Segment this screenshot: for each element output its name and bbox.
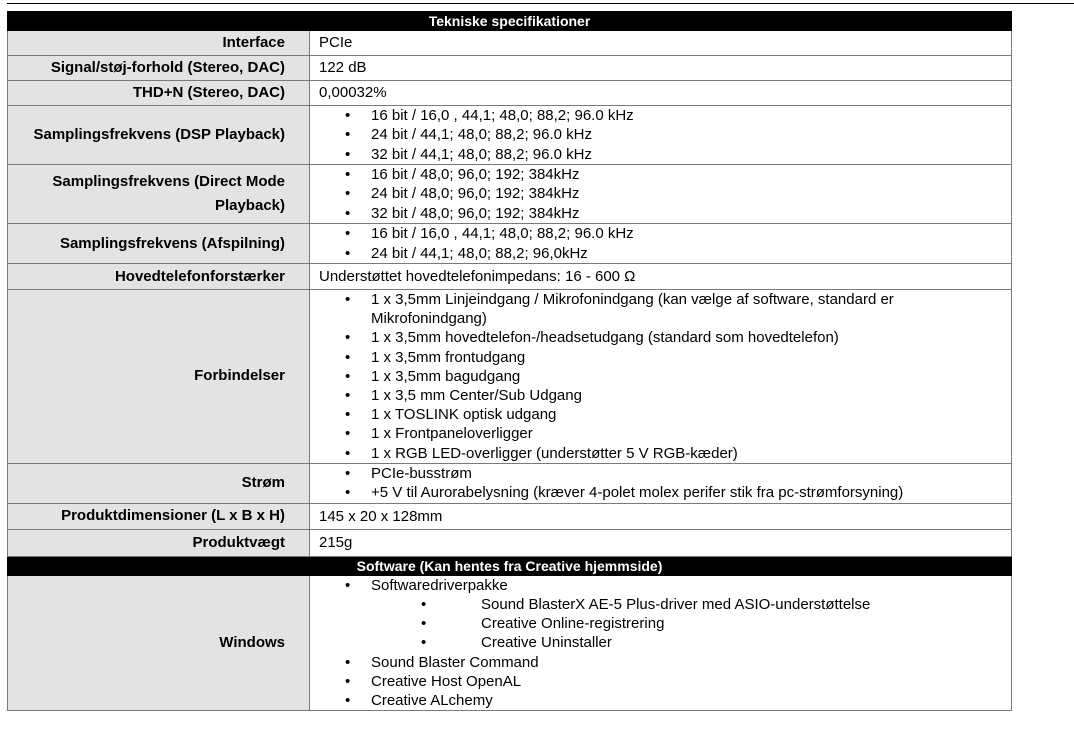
list-item: • 1 x 3,5 mm Center/Sub Udgang	[319, 386, 1011, 405]
bullet-list	[319, 106, 1011, 164]
spec-row-afspilning	[8, 224, 1012, 264]
spec-row-dimensions	[8, 503, 1012, 529]
spec-value	[310, 290, 1012, 464]
section-header-row	[8, 556, 1012, 575]
bullet-list	[319, 576, 1011, 710]
list-item: • +5 V til Aurorabelysning (kræver 4-polet molex perifer stik fra pc-strømforsyning)	[319, 483, 1011, 502]
list-item: • 1 x TOSLINK optisk udgang	[319, 405, 1011, 424]
spec-label: Forbindelser	[8, 290, 310, 464]
list-item: • PCIe-busstrøm	[319, 464, 1011, 483]
spec-label: Hovedtelefonforstærker	[8, 264, 310, 290]
spec-value: 122 dB	[310, 56, 1012, 81]
spec-row-weight	[8, 529, 1012, 556]
spec-label: Samplingsfrekvens (Afspilning)	[8, 224, 310, 264]
spec-value	[310, 575, 1012, 710]
spec-row-direct-mode	[8, 165, 1012, 224]
list-item: • 32 bit / 44,1; 48,0; 88,2; 96.0 kHz	[319, 145, 1011, 164]
spec-label: Produktvægt	[8, 529, 310, 556]
spec-row-windows	[8, 575, 1012, 710]
list-item: • 1 x 3,5mm bagudgang	[319, 367, 1011, 386]
spec-row-power	[8, 463, 1012, 503]
sub-list-item: • Creative Uninstaller	[319, 633, 1011, 652]
spec-table	[7, 11, 1012, 711]
spec-value	[310, 224, 1012, 264]
bullet-list	[319, 464, 1011, 502]
spec-label: Produktdimensioner (L x B x H)	[8, 503, 310, 529]
bullet-list	[319, 224, 1011, 262]
spec-label: Interface	[8, 31, 310, 56]
spec-label: Strøm	[8, 463, 310, 503]
list-item: • 1 x RGB LED-overligger (understøtter 5 V RGB-kæder)	[319, 444, 1011, 463]
spec-value: PCIe	[310, 31, 1012, 56]
list-item: • 24 bit / 48,0; 96,0; 192; 384kHz	[319, 184, 1011, 203]
list-item: • 32 bit / 48,0; 96,0; 192; 384kHz	[319, 204, 1011, 223]
sub-list-item: • Sound BlasterX AE-5 Plus-driver med ASIO-understøttelse	[319, 595, 1011, 614]
spec-row-snr	[8, 56, 1012, 81]
list-item: • 1 x 3,5mm frontudgang	[319, 348, 1011, 367]
bullet-list	[319, 290, 1011, 463]
spec-value: 215g	[310, 529, 1012, 556]
list-item: • Creative Host OpenAL	[319, 672, 1011, 691]
spec-label: Windows	[8, 575, 310, 710]
spec-label: Signal/støj-forhold (Stereo, DAC)	[8, 56, 310, 81]
bullet-list	[319, 165, 1011, 223]
spec-row-connections	[8, 290, 1012, 464]
spec-row-interface	[8, 31, 1012, 56]
spec-value: 0,00032%	[310, 81, 1012, 106]
list-item: • Sound Blaster Command	[319, 653, 1011, 672]
spec-value: 145 x 20 x 128mm	[310, 503, 1012, 529]
spec-label: THD+N (Stereo, DAC)	[8, 81, 310, 106]
list-item: • 16 bit / 16,0 , 44,1; 48,0; 88,2; 96.0 kHz	[319, 106, 1011, 125]
spec-value	[310, 106, 1012, 165]
list-item: • 16 bit / 16,0 , 44,1; 48,0; 88,2; 96.0 kHz	[319, 224, 1011, 243]
list-item: • Creative ALchemy	[319, 691, 1011, 710]
spec-value	[310, 463, 1012, 503]
sub-list-item: • Creative Online-registrering	[319, 614, 1011, 633]
list-item: • 16 bit / 48,0; 96,0; 192; 384kHz	[319, 165, 1011, 184]
spec-row-dsp-playback	[8, 106, 1012, 165]
list-item: • 24 bit / 44,1; 48,0; 88,2; 96.0 kHz	[319, 125, 1011, 144]
list-item: • 1 x 3,5mm Linjeindgang / Mikrofonindgang (kan vælge af software, standard er Mikrofonindgang)	[319, 290, 1011, 328]
section-header-software: Software (Kan hentes fra Creative hjemmside)	[8, 556, 1012, 575]
spec-label: Samplingsfrekvens (DSP Playback)	[8, 106, 310, 165]
spec-value	[310, 165, 1012, 224]
list-item: • 1 x Frontpaneloverligger	[319, 424, 1011, 443]
list-item: • 24 bit / 44,1; 48,0; 88,2; 96,0kHz	[319, 244, 1011, 263]
list-item: • Softwaredriverpakke	[319, 576, 1011, 595]
top-rule	[7, 3, 1074, 4]
spec-value: Understøttet hovedtelefonimpedans: 16 - 600 Ω	[310, 264, 1012, 290]
spec-row-headphone-amp	[8, 264, 1012, 290]
section-header-tech: Tekniske specifikationer	[8, 12, 1012, 31]
list-item: • 1 x 3,5mm hovedtelefon-/headsetudgang (standard som hovedtelefon)	[319, 328, 1011, 347]
spec-label: Samplingsfrekvens (Direct Mode Playback)	[8, 165, 310, 224]
spec-row-thdn	[8, 81, 1012, 106]
section-header-row	[8, 12, 1012, 31]
